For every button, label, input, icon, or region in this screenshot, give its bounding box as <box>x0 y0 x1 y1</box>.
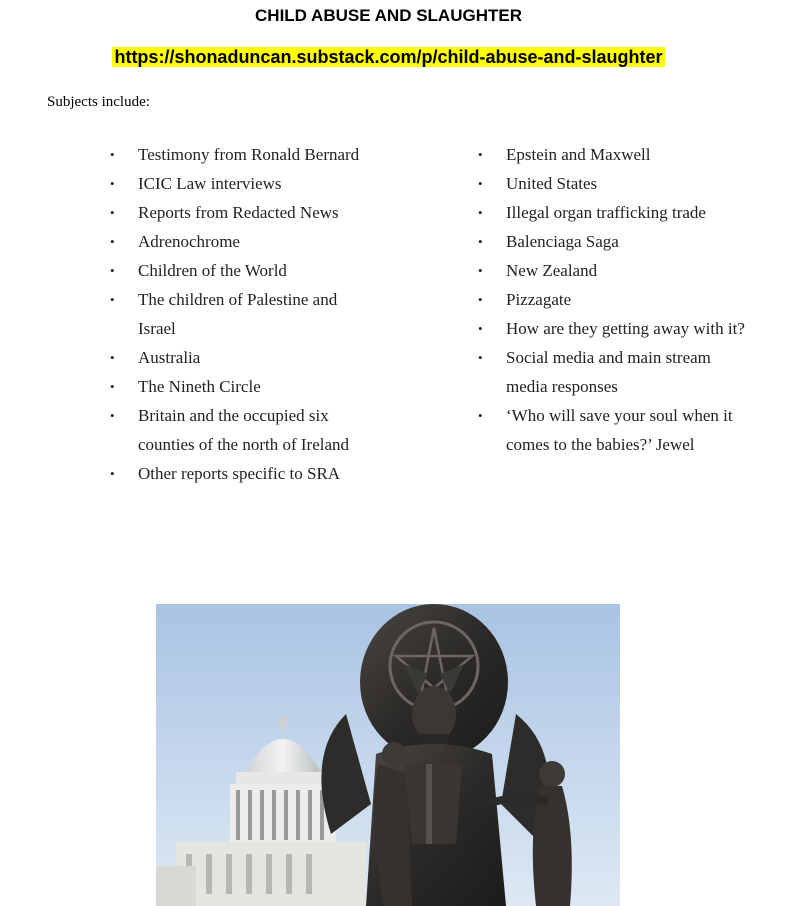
bullet-icon: • <box>110 263 115 278</box>
list-item-text: Social media and main stream media responses <box>506 348 711 396</box>
list-item <box>478 314 748 343</box>
bullet-icon: • <box>110 408 115 423</box>
list-item <box>110 140 370 169</box>
subjects-intro: Subjects include: <box>47 94 150 110</box>
list-item-text: Epstein and Maxwell <box>506 145 651 164</box>
bullet-icon: • <box>110 292 115 307</box>
list-item-text: The children of Palestine and Israel <box>138 290 338 338</box>
list-item-text: Children of the World <box>138 261 287 280</box>
list-item-text: How are they getting away with it? <box>506 319 745 338</box>
bullet-icon: • <box>478 292 483 307</box>
bullet-icon: • <box>478 147 483 162</box>
bullet-icon: • <box>478 205 483 220</box>
bullet-icon: • <box>110 176 115 191</box>
list-item-text: ‘Who will save your soul when it comes to the babies?’ Jewel <box>506 406 733 454</box>
bullet-icon: • <box>110 379 115 394</box>
list-item <box>478 140 748 169</box>
list-item <box>110 169 370 198</box>
list-item-text: The Nineth Circle <box>138 377 261 396</box>
list-item <box>110 227 370 256</box>
list-item <box>478 227 748 256</box>
bullet-icon: • <box>110 466 115 481</box>
bullet-icon: • <box>110 350 115 365</box>
list-item <box>478 256 748 285</box>
bullet-icon: • <box>110 205 115 220</box>
list-item <box>110 198 370 227</box>
statue-photo <box>156 604 620 906</box>
list-item-text: ICIC Law interviews <box>138 174 282 193</box>
article-link[interactable]: https://shonaduncan.substack.com/p/child-abuse-and-slaughter <box>114 47 663 67</box>
list-item <box>110 401 370 459</box>
list-item-text: United States <box>506 174 598 193</box>
list-item-text: Adrenochrome <box>138 232 240 251</box>
subjects-list-left <box>110 140 370 488</box>
list-item <box>478 343 748 401</box>
list-item-text: Illegal organ trafficking trade <box>506 203 706 222</box>
bullet-icon: • <box>478 176 483 191</box>
bullet-icon: • <box>478 263 483 278</box>
list-item-text: Testimony from Ronald Bernard <box>138 145 360 164</box>
list-item-text: Pizzagate <box>506 290 572 309</box>
list-item <box>110 372 370 401</box>
list-item-text: Other reports specific to SRA <box>138 464 341 483</box>
bullet-icon: • <box>110 234 115 249</box>
list-item <box>478 285 748 314</box>
bullet-icon: • <box>110 147 115 162</box>
list-item <box>110 459 370 488</box>
list-item-text: Reports from Redacted News <box>138 203 339 222</box>
bullet-icon: • <box>478 234 483 249</box>
list-item-text: Britain and the occupied six counties of the north of Ireland <box>138 406 350 454</box>
bullet-icon: • <box>478 408 483 423</box>
list-item-text: Australia <box>138 348 201 367</box>
link-container <box>0 45 777 69</box>
list-item <box>478 198 748 227</box>
list-item <box>110 343 370 372</box>
list-item <box>478 169 748 198</box>
statue-photo-illustration <box>156 604 620 906</box>
document-title: CHILD ABUSE AND SLAUGHTER <box>255 6 522 25</box>
list-item <box>110 285 370 343</box>
list-item-text: New Zealand <box>506 261 598 280</box>
bullet-icon: • <box>478 350 483 365</box>
bullet-icon: • <box>478 321 483 336</box>
list-item <box>110 256 370 285</box>
list-item-text: Balenciaga Saga <box>506 232 619 251</box>
subjects-list-right <box>478 140 748 459</box>
list-item <box>478 401 748 459</box>
